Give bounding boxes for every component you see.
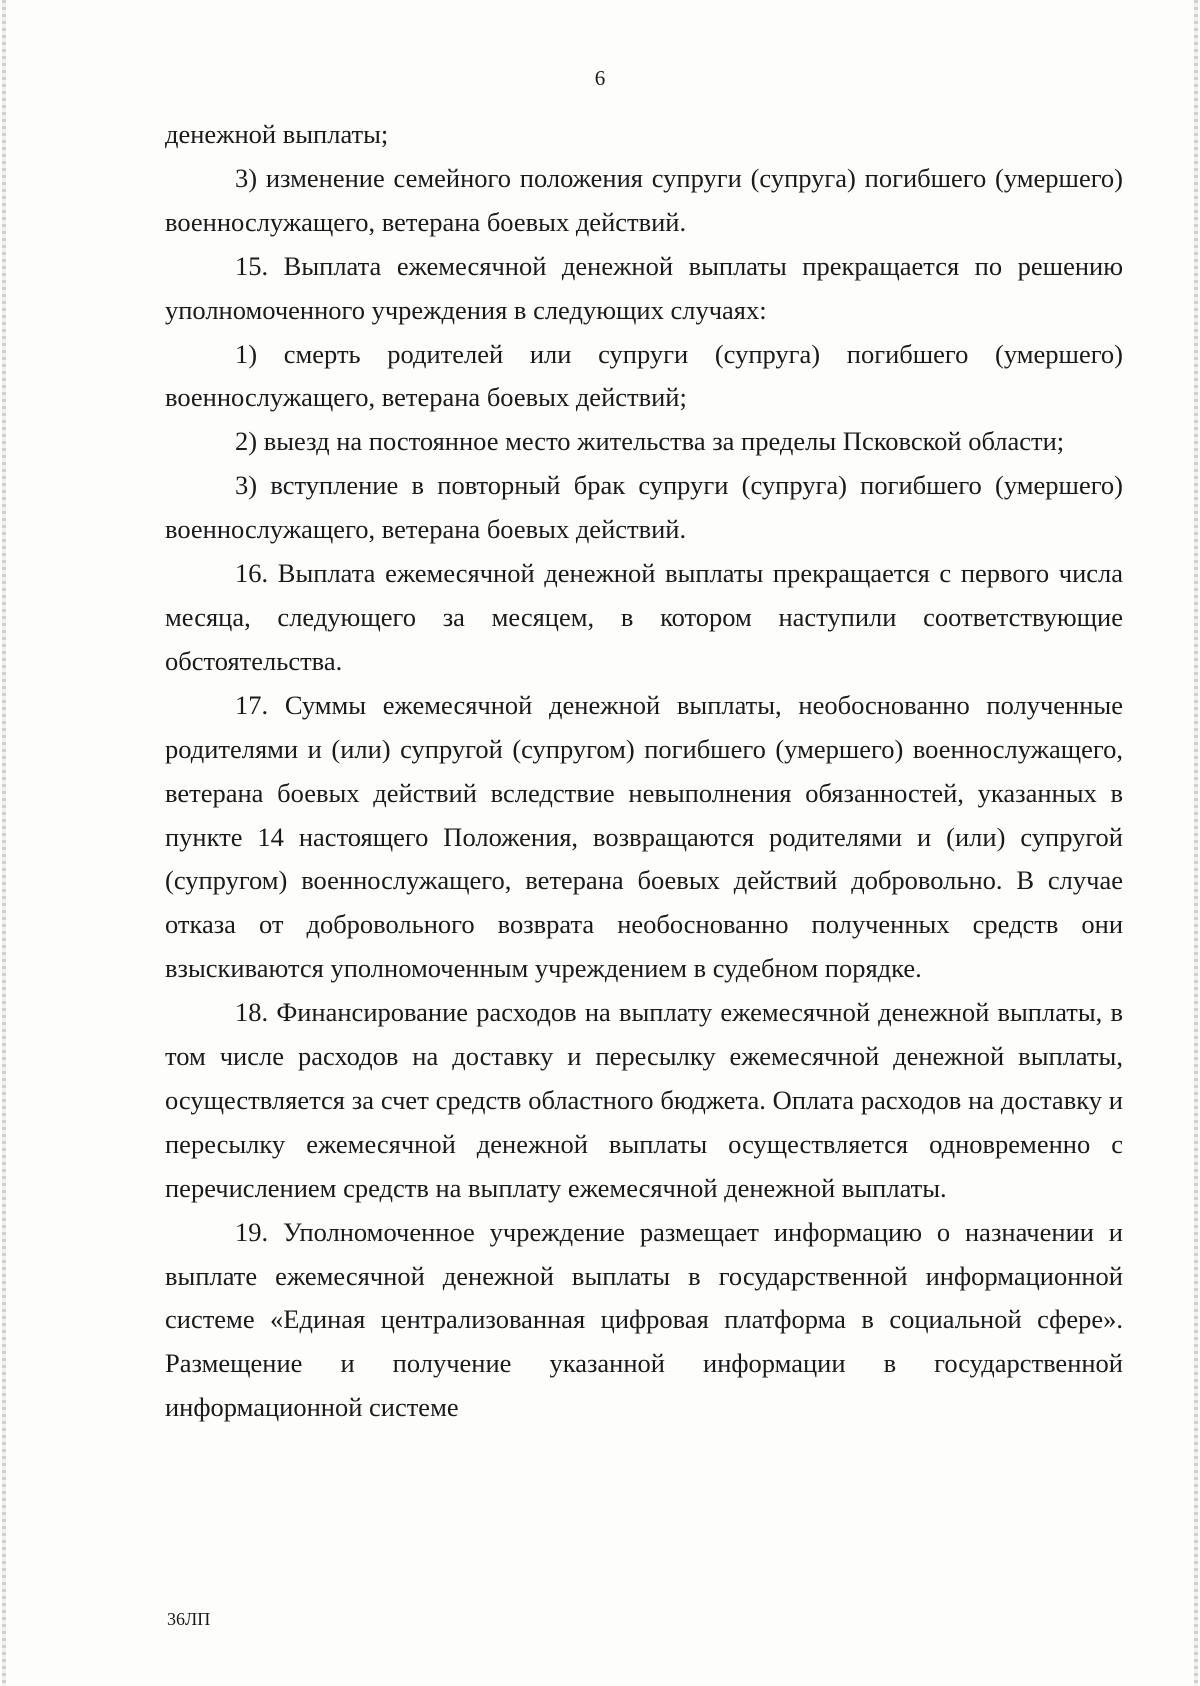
page-number: 6 (594, 66, 606, 90)
paragraph-18: 18. Финансирование расходов на выплату ежемесячной денежной выплаты, в том числе расходов на доставку и пересылку ежемесячной денежной выплаты, осуществляется за счет средств областного бюджета. Оплата расходов на доставку и пересылку ежемесячной денежной выплаты осуществляется одновременно с перечислением средств на выплату ежемесячной денежной выплаты. (165, 997, 1123, 1203)
paragraph-subitem-3: 3) изменение семейного положения супруги (супруга) погибшего (умершего) военнослужащего, ветерана боевых действий. (165, 162, 1123, 237)
paragraph-19: 19. Уполномоченное учреждение размещает информацию о назначении и выплате ежемесячной денежной выплаты в государственной информационной системе «Единая централизованная цифровая платформа в социальной сфере». Размещение и получение указанной информации в государственной информационной системе (165, 1216, 1123, 1423)
paragraph-15-item-3: 3) вступление в повторный брак супруги (супруга) погибшего (умершего) военнослужащего, ветерана боевых действий. (165, 470, 1123, 545)
paragraph-continuation: денежной выплаты; (165, 119, 389, 149)
paragraph-15-item-2: 2) выезд на постоянное место жительства за пределы Псковской области; (235, 426, 1065, 457)
scan-edge-right (1194, 0, 1198, 1686)
paragraph-15: 15. Выплата ежемесячной денежной выплаты прекращается по решению уполномоченного учреждения в следующих случаях: (165, 250, 1123, 325)
paragraph-15-item-1: 1) смерть родителей или супруги (супруга) погибшего (умершего) военнослужащего, ветерана боевых действий; (165, 338, 1123, 413)
footer-document-code: 36ЛП (167, 1609, 211, 1629)
document-body (165, 113, 1123, 1430)
paragraph-16: 16. Выплата ежемесячной денежной выплаты прекращается с первого числа месяца, следующего за месяцем, в котором наступили соответствующие обстоятельства. (165, 558, 1123, 676)
paragraph-17: 17. Суммы ежемесячной денежной выплаты, необоснованно полученные родителями и (или) супругой (супругом) погибшего (умершего) военнослужащего, ветерана боевых действий вследствие невыполнения обязанностей, указанных в пункте 14 настоящего Положения, возвращаются родителями и (или) супругой (супругом) военнослужащего, ветерана боевых действий добровольно. В случае отказа от добровольного возврата необоснованно полученных средств они взыскиваются уполномоченным учреждением в судебном порядке. (165, 689, 1123, 984)
scan-edge-left (2, 0, 6, 1686)
